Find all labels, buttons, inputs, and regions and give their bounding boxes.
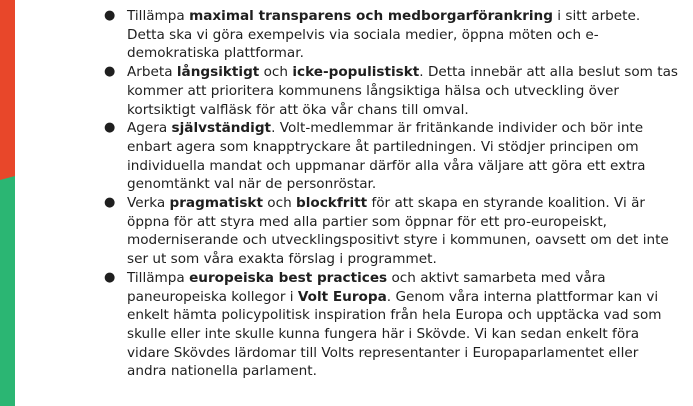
bullet-icon: ●: [104, 8, 116, 23]
item-text: . Genom våra interna plattformar kan vi enkelt hämta policypolitisk inspiration från hela Europa och upptäcka vad som skulle eller inte skulle kunna fungera här i Skövde. Vi kan sedan enkelt föra vidare Skövdes lärdomar till Volts representanter i Europaparlamentet eller andra nationella parlament.: [127, 288, 662, 380]
list-item: [104, 7, 679, 63]
item-text: . Detta innebär att alla beslut som tas kommer att prioritera kommunens långsiktiga hälsa och utveckling över kortsiktigt valfläsk för att öka vår chans till omval.: [127, 64, 678, 118]
item-emphasis: långsiktigt: [176, 64, 260, 81]
item-text: och: [259, 64, 293, 81]
item-emphasis: maximal transparens och medborgarförankring: [189, 8, 553, 24]
item-emphasis: Volt Europa: [297, 288, 387, 305]
item-text: Tillämpa: [127, 269, 190, 286]
bullet-icon: ●: [104, 64, 116, 80]
item-text: Tillämpa: [127, 8, 190, 24]
list-item: [104, 119, 679, 194]
item-text: Agera: [127, 120, 172, 137]
accent-stripe-red: [0, 0, 15, 186]
accent-stripe-transition: [0, 176, 15, 196]
item-text: för att skapa en styrande koalition. Vi är öppna för att styra med alla partier som öppnar för ett pro-europeiskt, moderniserande och utvecklingspositivt styre i kommunen, oavsett om det inte ser ut som våra exakta förslag i programmet.: [127, 195, 669, 268]
bullet-icon: ●: [104, 269, 116, 285]
list-item: [104, 194, 679, 269]
item-emphasis: pragmatiskt: [169, 195, 263, 212]
principles-list: [104, 7, 679, 381]
list-item: [104, 63, 679, 119]
item-text: Arbeta: [127, 64, 177, 81]
bullet-icon: ●: [104, 195, 116, 211]
item-emphasis: icke-populistiskt: [292, 64, 420, 81]
item-text: och: [262, 195, 297, 212]
item-emphasis: europeiska best practices: [189, 269, 388, 286]
item-text: . Volt-medlemmar är fritänkande individer och bör inte enbart agera som knapptryckare åt partiledningen. Vi stödjer principen om individuella mandat och uppmanar därför alla våra väljare att göra ett extra genomtänkt val när de personröstar.: [127, 120, 646, 193]
accent-stripe-green: [0, 186, 15, 406]
item-text: Verka: [127, 195, 170, 212]
item-emphasis: självständigt: [171, 120, 272, 137]
item-text: i sitt arbete. Detta ska vi göra exempelvis via sociala medier, öppna möten och e-demokratiska plattformar.: [127, 8, 641, 62]
bullet-icon: ●: [104, 120, 116, 136]
item-emphasis: blockfritt: [296, 195, 368, 212]
list-item: [104, 269, 679, 381]
item-text: och aktivt samarbeta med våra paneuropeiska kollegor i: [127, 269, 606, 305]
